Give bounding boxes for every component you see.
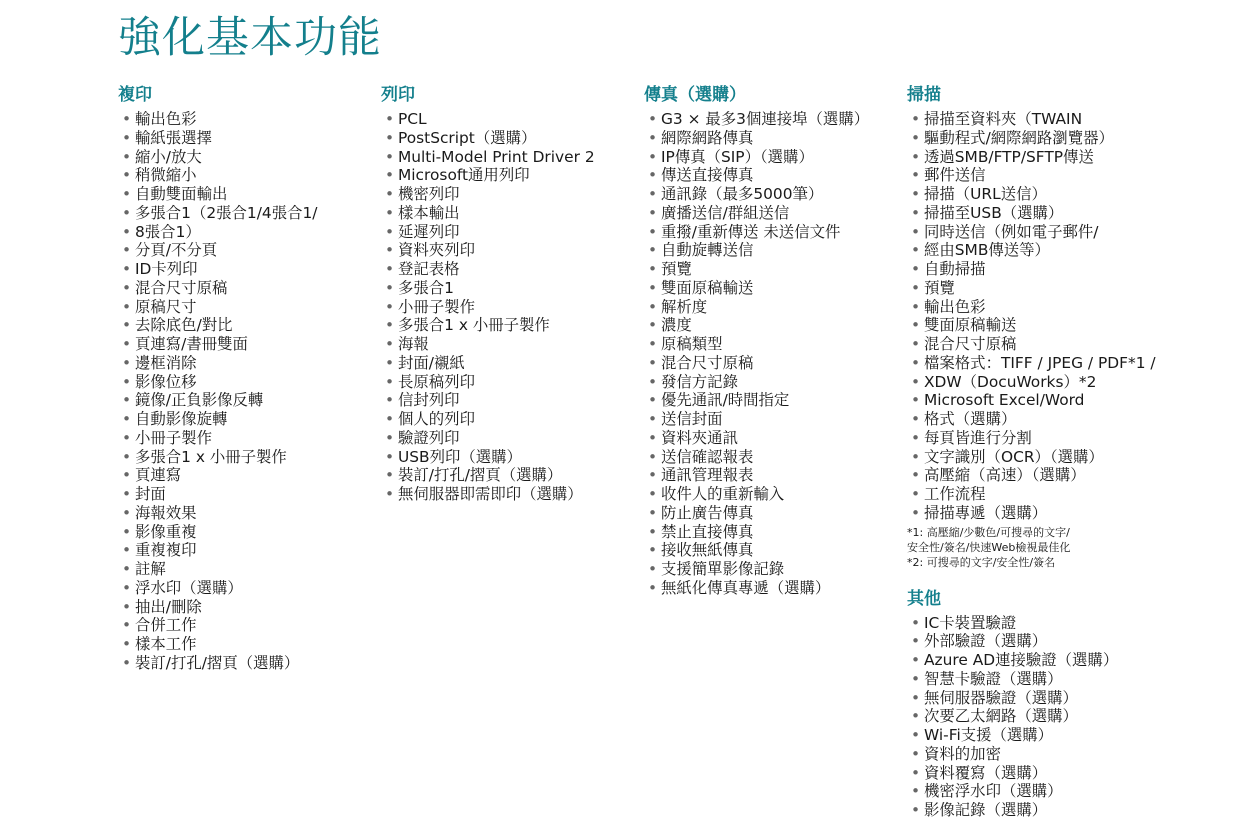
scan-feature-item: • 經由SMB傳送等） (907, 241, 1156, 260)
scan-feature-item: • 自動掃描 (907, 260, 1156, 279)
fax-feature-item: • G3 × 最多3個連接埠（選購） (644, 110, 869, 129)
fax-feature-item: • 預覽 (644, 260, 869, 279)
other-feature-item: • 機密浮水印（選購） (907, 782, 1156, 801)
other-feature-item: • Azure AD連接驗證（選購） (907, 651, 1156, 670)
copy-feature-item: • 封面 (118, 485, 317, 504)
fax-feature-item: • 傳送直接傳真 (644, 166, 869, 185)
scan-heading: 掃描 (907, 85, 941, 105)
other-feature-list (907, 614, 1156, 820)
print-feature-item: • 多張合1 x 小冊子製作 (381, 316, 595, 335)
copy-feature-item: • 8張合1） (118, 223, 317, 242)
scan-feature-item: • 掃描至USB（選購） (907, 204, 1156, 223)
copy-feature-item: • ID卡列印 (118, 260, 317, 279)
other-feature-item: • IC卡裝置驗證 (907, 614, 1156, 633)
print-feature-item: • USB列印（選購） (381, 448, 595, 467)
scan-feature-item: • XDW（DocuWorks）*2 (907, 373, 1156, 392)
fax-feature-item: • 通訊錄（最多5000筆） (644, 185, 869, 204)
print-feature-item: • PCL (381, 110, 595, 129)
scan-feature-item: • 掃描（URL送信） (907, 185, 1156, 204)
fax-feature-item: • 收件人的重新輸入 (644, 485, 869, 504)
copy-feature-item: • 自動影像旋轉 (118, 410, 317, 429)
scan-footnotes (907, 525, 1156, 570)
print-feature-item: • 個人的列印 (381, 410, 595, 429)
print-feature-item: • 機密列印 (381, 185, 595, 204)
page-title: 強化基本功能 (118, 13, 382, 63)
copy-feature-item: • 抽出/刪除 (118, 598, 317, 617)
scan-feature-item: • 格式（選購） (907, 410, 1156, 429)
fax-column (644, 84, 869, 598)
scan-feature-item: • 同時送信（例如電子郵件/ (907, 223, 1156, 242)
scan-feature-item: • 工作流程 (907, 485, 1156, 504)
print-feature-item: • 長原稿列印 (381, 373, 595, 392)
copy-feature-item: • 海報效果 (118, 504, 317, 523)
fax-feature-item: • 解析度 (644, 298, 869, 317)
print-feature-item: • 封面/襯紙 (381, 354, 595, 373)
copy-feature-item: • 鏡像/正負影像反轉 (118, 391, 317, 410)
copy-feature-item: • 註解 (118, 560, 317, 579)
scan-feature-item: • 混合尺寸原稿 (907, 335, 1156, 354)
other-feature-item: • 智慧卡驗證（選購） (907, 670, 1156, 689)
copy-feature-item: • 多張合1 x 小冊子製作 (118, 448, 317, 467)
scan-feature-item: • 透過SMB/FTP/SFTP傳送 (907, 148, 1156, 167)
copy-column (118, 84, 317, 673)
other-feature-item: • Wi-Fi支援（選購） (907, 726, 1156, 745)
print-feature-item: • 裝訂/打孔/摺頁（選購） (381, 466, 595, 485)
print-feature-item: • Microsoft通用列印 (381, 166, 595, 185)
other-feature-item: • 資料的加密 (907, 745, 1156, 764)
other-section (907, 588, 1156, 820)
print-feature-item: • 海報 (381, 335, 595, 354)
scan-feature-item: • 文字識別（OCR）（選購） (907, 448, 1156, 467)
copy-feature-item: • 裝訂/打孔/摺頁（選購） (118, 654, 317, 673)
fax-feature-item: • 通訊管理報表 (644, 466, 869, 485)
fax-feature-item: • 原稿類型 (644, 335, 869, 354)
fax-feature-item: • 重撥/重新傳送 未送信文件 (644, 223, 869, 242)
copy-feature-item: • 輸紙張選擇 (118, 129, 317, 148)
scan-feature-item: • 雙面原稿輸送 (907, 316, 1156, 335)
copy-feature-item: • 影像位移 (118, 373, 317, 392)
copy-feature-list (118, 110, 317, 673)
other-feature-item: • 次要乙太網路（選購） (907, 707, 1156, 726)
fax-feature-item: • 廣播送信/群組送信 (644, 204, 869, 223)
print-feature-item: • 多張合1 (381, 279, 595, 298)
print-feature-item: • 驗證列印 (381, 429, 595, 448)
scan-footnote: *1: 高壓縮/少數色/可搜尋的文字/ (907, 525, 1070, 539)
copy-heading: 複印 (118, 85, 152, 105)
scan-feature-item: • 掃描至資料夾（TWAIN (907, 110, 1156, 129)
fax-feature-item: • 無紙化傳真專遞（選購） (644, 579, 869, 598)
copy-feature-item: • 影像重複 (118, 523, 317, 542)
scan-feature-item: • 每頁皆進行分割 (907, 429, 1156, 448)
scan-feature-item: • 掃描專遞（選購） (907, 504, 1156, 523)
copy-feature-item: • 小冊子製作 (118, 429, 317, 448)
fax-feature-item: • 禁止直接傳真 (644, 523, 869, 542)
fax-feature-item: • 自動旋轉送信 (644, 241, 869, 260)
other-feature-item: • 無伺服器驗證（選購） (907, 689, 1156, 708)
copy-feature-item: • 稍微縮小 (118, 166, 317, 185)
copy-feature-item: • 頁連寫/書冊雙面 (118, 335, 317, 354)
copy-feature-item: • 縮小/放大 (118, 148, 317, 167)
fax-feature-item: • 雙面原稿輸送 (644, 279, 869, 298)
print-feature-item: • 小冊子製作 (381, 298, 595, 317)
scan-feature-item: • Microsoft Excel/Word (907, 391, 1156, 410)
print-feature-item: • 信封列印 (381, 391, 595, 410)
fax-feature-item: • 支援簡單影像記錄 (644, 560, 869, 579)
scan-feature-item: • 高壓縮（高速）（選購） (907, 466, 1156, 485)
fax-feature-item: • 優先通訊/時間指定 (644, 391, 869, 410)
fax-feature-item: • 送信封面 (644, 410, 869, 429)
print-feature-list (381, 110, 595, 504)
scan-footnote: 安全性/簽名/快速Web檢視最佳化 (907, 540, 1071, 554)
copy-feature-item: • 原稿尺寸 (118, 298, 317, 317)
print-feature-item: • 樣本輸出 (381, 204, 595, 223)
print-column (381, 84, 595, 504)
scan-feature-list (907, 110, 1156, 523)
scan-column (907, 84, 1156, 820)
copy-feature-item: • 去除底色/對比 (118, 316, 317, 335)
print-feature-item: • PostScript（選購） (381, 129, 595, 148)
copy-feature-item: • 輸出色彩 (118, 110, 317, 129)
copy-feature-item: • 邊框消除 (118, 354, 317, 373)
fax-feature-item: • 送信確認報表 (644, 448, 869, 467)
copy-feature-item: • 自動雙面輸出 (118, 185, 317, 204)
copy-feature-item: • 樣本工作 (118, 635, 317, 654)
copy-feature-item: • 多張合1（2張合1/4張合1/ (118, 204, 317, 223)
copy-feature-item: • 混合尺寸原稿 (118, 279, 317, 298)
fax-heading: 傳真（選購） (644, 85, 746, 105)
fax-feature-item: • 混合尺寸原稿 (644, 354, 869, 373)
copy-feature-item: • 分頁/不分頁 (118, 241, 317, 260)
other-feature-item: • 外部驗證（選購） (907, 632, 1156, 651)
fax-feature-item: • 防止廣告傳真 (644, 504, 869, 523)
fax-feature-item: • 網際網路傳真 (644, 129, 869, 148)
scan-feature-item: • 輸出色彩 (907, 298, 1156, 317)
copy-feature-item: • 浮水印（選購） (118, 579, 317, 598)
scan-footnote: *2: 可搜尋的文字/安全性/簽名 (907, 555, 1056, 569)
fax-feature-item: • IP傳真（SIP）（選購） (644, 148, 869, 167)
print-heading: 列印 (381, 85, 415, 105)
copy-feature-item: • 重複複印 (118, 541, 317, 560)
other-feature-item: • 資料覆寫（選購） (907, 764, 1156, 783)
fax-feature-item: • 接收無紙傳真 (644, 541, 869, 560)
scan-feature-item: • 郵件送信 (907, 166, 1156, 185)
fax-feature-item: • 資料夾通訊 (644, 429, 869, 448)
print-feature-item: • 資料夾列印 (381, 241, 595, 260)
fax-feature-list (644, 110, 869, 598)
copy-feature-item: • 合併工作 (118, 616, 317, 635)
other-heading: 其他 (907, 588, 941, 609)
fax-feature-item: • 濃度 (644, 316, 869, 335)
scan-feature-item: • 驅動程式/網際網路瀏覽器） (907, 129, 1156, 148)
scan-feature-item: • 檔案格式：TIFF / JPEG / PDF*1 / (907, 354, 1156, 373)
copy-feature-item: • 頁連寫 (118, 466, 317, 485)
print-feature-item: • 無伺服器即需即印（選購） (381, 485, 595, 504)
print-feature-item: • Multi-Model Print Driver 2 (381, 148, 595, 167)
fax-feature-item: • 發信方記錄 (644, 373, 869, 392)
other-feature-item: • 影像記錄（選購） (907, 801, 1156, 820)
print-feature-item: • 登記表格 (381, 260, 595, 279)
print-feature-item: • 延遲列印 (381, 223, 595, 242)
scan-feature-item: • 預覽 (907, 279, 1156, 298)
